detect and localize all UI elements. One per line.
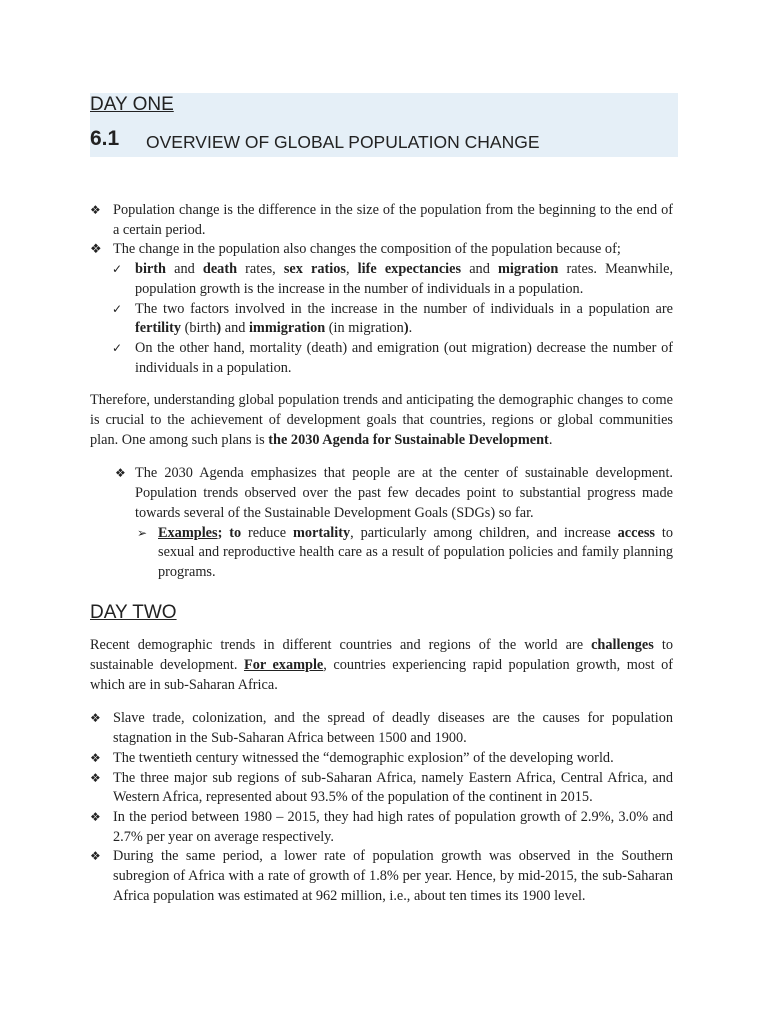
text: ) — [216, 320, 222, 337]
term: For example — [243, 657, 324, 674]
list-item — [90, 847, 673, 906]
day-one-heading: DAY ONE — [90, 94, 174, 115]
term: immigration — [248, 320, 326, 337]
list-item — [90, 808, 673, 847]
list-item — [90, 300, 673, 339]
text: , countries experiencing rapid population growth, most of which are in sub-Saharan Africa. — [90, 657, 673, 693]
day-one-list — [90, 201, 673, 378]
text: and — [461, 261, 498, 278]
text: to sustainable development. — [90, 637, 673, 674]
bullet-text: In the period between 1980 – 2015, they had high rates of population growth of 2.9%, 3.0% and 2.7% per year on average respectively. — [113, 808, 673, 845]
text: rates, — [237, 261, 284, 278]
bullet-text: The 2030 Agenda emphasizes that people are at the center of sustainable development. Population trends observed over the past few decades point to substantial progress made towards several of the Sustainable Development Goals (SDGs) so far. — [135, 465, 673, 521]
term: fertility — [135, 320, 182, 337]
paragraph — [90, 391, 673, 450]
term: Examples — [158, 524, 218, 541]
text: reduce — [241, 524, 293, 541]
term: sex ratios — [283, 261, 346, 278]
text: rates. Meanwhile, population growth is the increase in the number of individuals in a population. — [135, 261, 674, 297]
diamond-bullet-icon: ❖ — [90, 242, 102, 258]
text: and — [221, 320, 249, 337]
check-icon: ✓ — [112, 340, 123, 355]
text: The two factors involved in the increase in the number of individuals in a population are — [135, 300, 673, 317]
term: birth — [135, 261, 166, 278]
heading-band — [90, 93, 678, 157]
text: and — [165, 261, 203, 278]
diamond-bullet-icon: ❖ — [90, 711, 101, 726]
text: , — [345, 261, 358, 278]
text: , particularly among children, and increase — [350, 524, 618, 541]
text: to sexual and reproductive health care as a result of population policies and family planning programs. — [158, 524, 673, 580]
term: mortality — [292, 524, 351, 541]
term: the 2030 Agenda for Sustainable Development — [268, 431, 549, 448]
check-icon: ✓ — [112, 262, 123, 277]
list-item — [90, 464, 673, 523]
term: death — [202, 261, 238, 278]
list-item — [90, 524, 673, 583]
text: . — [548, 431, 553, 448]
check-icon: ✓ — [112, 301, 123, 316]
text: ) — [403, 320, 409, 337]
diamond-bullet-icon: ❖ — [90, 809, 101, 824]
section-title: OVERVIEW OF GLOBAL POPULATION CHANGE — [146, 132, 540, 152]
diamond-bullet-icon: ❖ — [115, 466, 126, 481]
bullet-text: During the same period, a lower rate of population growth was observed in the Southern subregion of Africa with a rate of growth of 1.8% per year. Hence, by mid-2015, the sub-Saharan Africa population was estimated at 962 million, i.e., about ten times its 1900 level. — [113, 848, 673, 904]
term: access — [617, 524, 655, 541]
day-two-list — [90, 709, 673, 906]
bullet-text: The twentieth century witnessed the “demographic explosion” of the developing world. — [113, 749, 614, 766]
term: challenges — [591, 637, 654, 654]
text: (birth — [181, 320, 217, 337]
term: migration — [497, 261, 559, 278]
diamond-bullet-icon: ❖ — [90, 203, 101, 217]
list-item — [90, 749, 673, 769]
text: Therefore, understanding global population trends and anticipating the demographic changes to come is crucial to the achievement of development goals that countries, regions or global communities plan. One among such plans is — [90, 392, 673, 448]
term: life expectancies — [357, 261, 462, 278]
list-item — [90, 201, 673, 240]
diamond-bullet-icon: ❖ — [90, 770, 101, 785]
bullet-text: The three major sub regions of sub-Saharan Africa, namely Eastern Africa, Central Africa, and Western Africa, represented about 93.5% of the population of the continent in 2015. — [113, 769, 673, 806]
bullet-text: Population change is the difference in the size of the population from the beginning to the end of a certain period. — [113, 202, 673, 238]
bullet-text: The change in the population also changes the composition of the population because of; — [113, 241, 621, 258]
diamond-bullet-icon: ❖ — [90, 849, 101, 864]
text: (in migration — [325, 320, 404, 337]
text: Recent demographic trends in different countries and regions of the world are — [90, 637, 592, 654]
arrow-bullet-icon: ➢ — [137, 525, 148, 540]
section-number: 6.1 — [90, 127, 120, 150]
paragraph — [90, 636, 673, 695]
list-item — [90, 240, 673, 260]
document-page — [90, 93, 673, 907]
diamond-bullet-icon: ❖ — [90, 750, 101, 765]
list-item — [90, 769, 673, 808]
agenda-list — [90, 464, 673, 582]
list-item — [90, 709, 673, 748]
list-item — [90, 339, 673, 378]
bullet-text: On the other hand, mortality (death) and emigration (out migration) decrease the number of individuals in a population. — [135, 339, 673, 376]
day-two-heading: DAY TWO — [90, 601, 177, 623]
term: ; to — [217, 524, 242, 541]
list-item — [90, 260, 673, 299]
bullet-text: Slave trade, colonization, and the spread of deadly diseases are the causes for population stagnation in the Sub-Saharan Africa between 1500 and 1900. — [113, 710, 673, 747]
text: . — [408, 320, 413, 337]
